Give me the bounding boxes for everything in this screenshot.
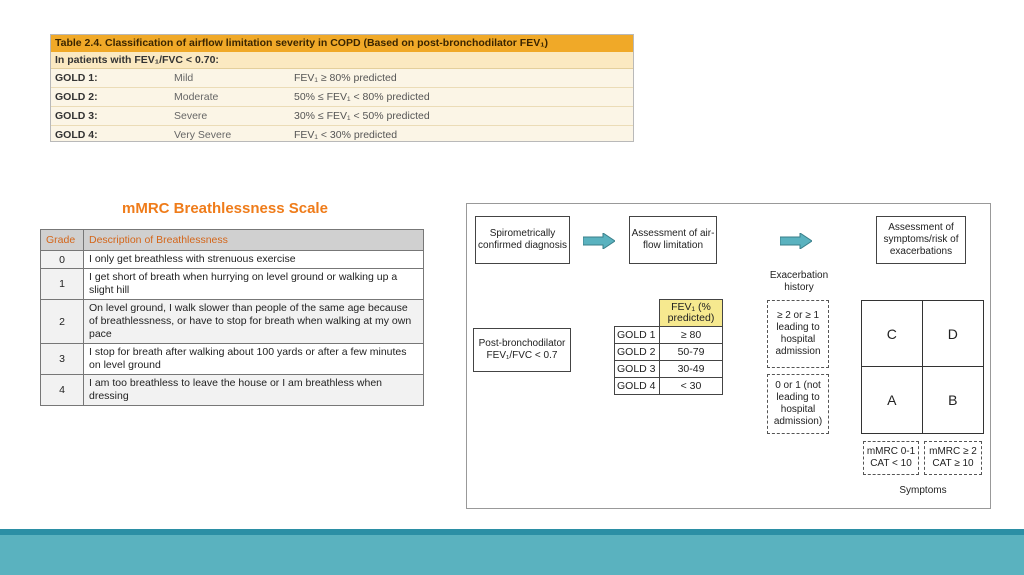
grade-cell: 2 (41, 300, 84, 344)
gold-criteria: FEV₁ ≥ 80% predicted (294, 72, 397, 84)
grade-cell: 4 (41, 375, 84, 406)
table-row (615, 378, 723, 395)
fev1-stage: GOLD 2 (615, 344, 660, 361)
gold-severity: Severe (174, 110, 208, 122)
arrow-right-icon (583, 233, 615, 249)
mmrc-high-box: mMRC ≥ 2 CAT ≥ 10 (924, 441, 982, 475)
table-row (41, 300, 424, 344)
description-cell: I stop for breath after walking about 100 yards or after a few minutes on level ground (84, 344, 424, 375)
table-row (41, 269, 424, 300)
table-row (41, 344, 424, 375)
table-row (51, 126, 633, 144)
gold-criteria: FEV₁ < 30% predicted (294, 129, 398, 141)
description-cell: I only get breathless with strenuous exercise (84, 251, 424, 269)
gold-severity: Moderate (174, 91, 219, 103)
description-header: Description of Breathlessness (84, 230, 424, 251)
fev1-value: 50-79 (660, 344, 723, 361)
gold-severity: Mild (174, 72, 194, 84)
quadrant-a: A (862, 367, 923, 433)
spirometry-box: Spirometrically confirmed diagnosis (475, 216, 570, 264)
gold-stage: GOLD 1: (55, 72, 98, 84)
fev1-stage: GOLD 1 (615, 327, 660, 344)
grade-cell: 0 (41, 251, 84, 269)
footer-band (0, 535, 1024, 575)
mmrc-low-box: mMRC 0-1 CAT < 10 (863, 441, 919, 475)
grade-header: Grade (41, 230, 84, 251)
table-row (51, 107, 633, 126)
table-row (51, 69, 633, 88)
description-cell: I am too breathless to leave the house or I am breathless when dressing (84, 375, 424, 406)
symptoms-label: Symptoms (899, 485, 947, 496)
mmrc-table (40, 229, 424, 406)
fev1-stage: GOLD 3 (615, 361, 660, 378)
quadrant-b: B (948, 392, 958, 408)
table-row (41, 375, 424, 406)
table-row (615, 361, 723, 378)
mmrc-title: mMRC Breathlessness Scale (122, 200, 328, 217)
exacerbation-high-box: ≥ 2 or ≥ 1 leading to hospital admission (767, 300, 829, 368)
fev1-value: < 30 (660, 378, 723, 395)
exacerbation-low-box: 0 or 1 (not leading to hospital admission) (767, 374, 829, 434)
gold-table-title: Table 2.4. Classification of airflow limitation severity in COPD (Based on post-bronchodilator FEV₁) (51, 35, 633, 52)
table-row (615, 327, 723, 344)
gold-stage: GOLD 4: (55, 129, 98, 141)
gold-criteria: 30% ≤ FEV₁ < 50% predicted (294, 110, 430, 122)
description-cell: I get short of breath when hurrying on level ground or walking up a slight hill (84, 269, 424, 300)
arrow-right-icon (780, 233, 812, 249)
gold-classification-table (50, 34, 634, 142)
table-row (41, 251, 424, 269)
table-header-row (41, 230, 424, 251)
gold-table-subtitle: In patients with FEV₁/FVC < 0.70: (51, 52, 633, 69)
table-row (615, 344, 723, 361)
fev1-value: ≥ 80 (660, 327, 723, 344)
gold-stage: GOLD 2: (55, 91, 98, 103)
copd-assessment-diagram (466, 203, 991, 509)
abcd-grid (861, 300, 984, 434)
fev1-header: FEV₁ (% predicted) (660, 300, 723, 327)
description-cell: On level ground, I walk slower than people of the same age because of breathlessness, or have to stop for breath when walking at my own pace (84, 300, 424, 344)
gold-stage: GOLD 3: (55, 110, 98, 122)
fev1-value: 30-49 (660, 361, 723, 378)
post-bronchodilator-box: Post-bronchodilator FEV₁/FVC < 0.7 (473, 328, 571, 372)
symptoms-risk-box: Assessment of symptoms/risk of exacerbations (876, 216, 966, 264)
gold-criteria: 50% ≤ FEV₁ < 80% predicted (294, 91, 430, 103)
grade-cell: 1 (41, 269, 84, 300)
airflow-box: Assessment of air-flow limitation (629, 216, 717, 264)
quadrant-d: D (923, 301, 984, 367)
fev1-table (614, 299, 723, 395)
table-row (51, 88, 633, 107)
grade-cell: 3 (41, 344, 84, 375)
fev1-stage: GOLD 4 (615, 378, 660, 395)
gold-severity: Very Severe (174, 129, 232, 141)
quadrant-c: C (862, 301, 923, 367)
exacerbation-history-label: Exacerbation history (769, 270, 829, 293)
